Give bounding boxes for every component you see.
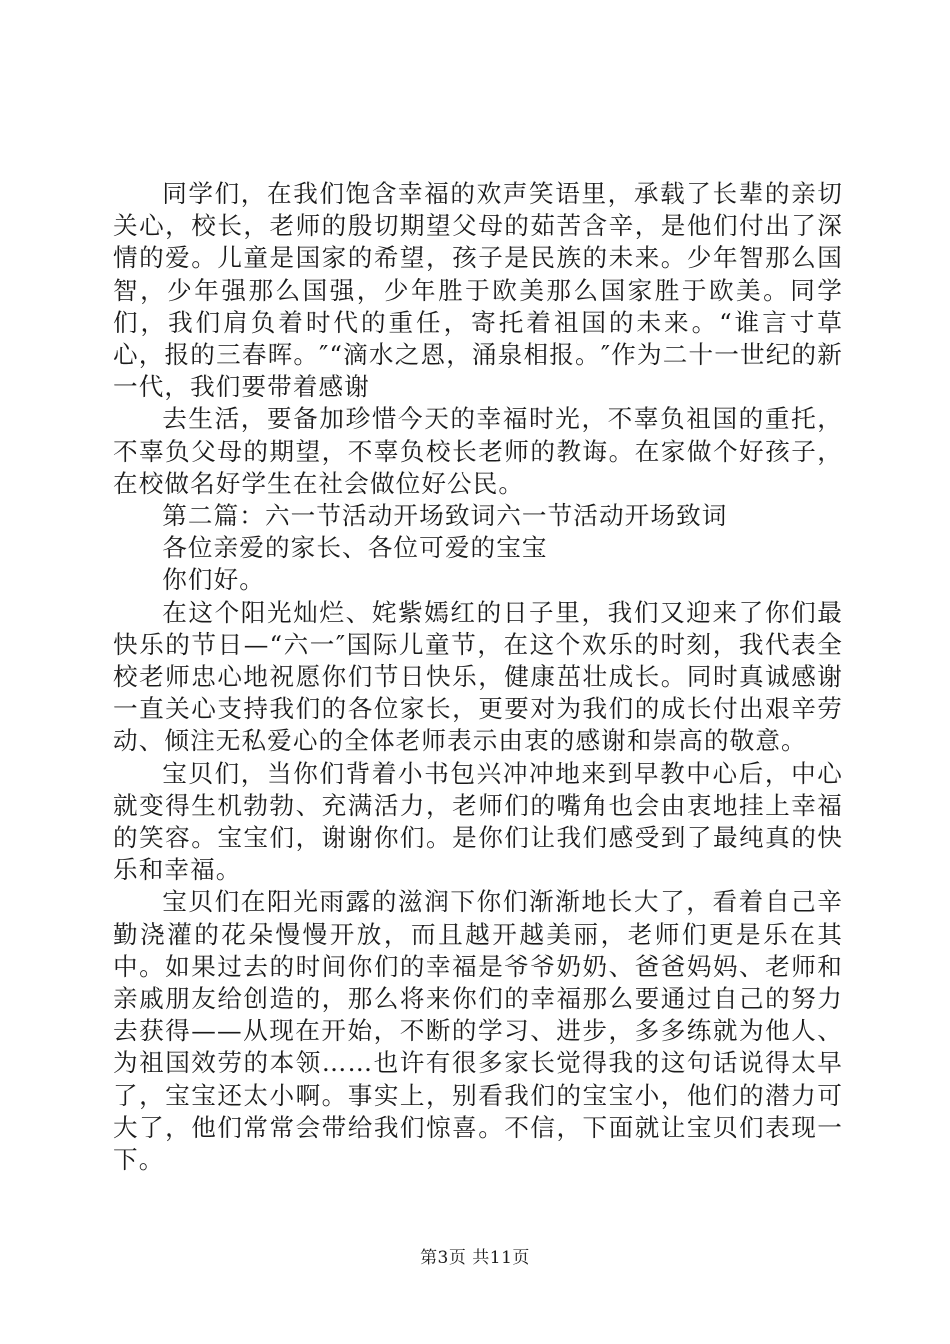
paragraph-1: 同学们，在我们饱含幸福的欢声笑语里，承载了长辈的亲切关心，校长，老师的殷切期望父母的茹苦含辛，是他们付出了深情的爱。儿童是国家的希望，孩子是民族的未来。少年智那么国智，少年强那么国强，少年胜于欧美那么国家胜于欧美。同学们，我们肩负着时代的重任，寄托着祖国的未来。“谁言寸草心，报的三春晖。″“滴水之恩，涌泉相报。″作为二十一世纪的新一代，我们要带着感谢 [113, 179, 843, 402]
paragraph-5: 宝贝们在阳光雨露的滋润下你们渐渐地长大了，看着自己辛勤浇灌的花朵慢慢开放，而且越开越美丽，老师们更是乐在其中。如果过去的时间你们的幸福是爷爷奶奶、爸爸妈妈、老师和亲戚朋友给创造的，那么将来你们的幸福那么要通过自己的努力去获得——从现在开始，不断的学习、进步，多多练就为他人、为祖国效劳的本领……也许有很多家长觉得我的这句话说得太早了，宝宝还太小啊。事实上，别看我们的宝宝小，他们的潜力可大了，他们常常会带给我们惊喜。不信，下面就让宝贝们表现一下。 [113, 887, 843, 1175]
paragraph-2: 去生活，要备加珍惜今天的幸福时光，不辜负祖国的重托，不辜负父母的期望，不辜负校长老师的教诲。在家做个好孩子，在校做名好学生在社会做位好公民。 [113, 404, 843, 498]
section-heading: 第二篇：六一节活动开场致词六一节活动开场致词 [162, 501, 728, 531]
greeting: 你们好。 [162, 565, 265, 595]
paragraph-3: 在这个阳光灿烂、姹紫嫣红的日子里，我们又迎来了你们最快乐的节日—“六一″国际儿童节，在这个欢乐的时刻，我代表全校老师忠心地祝愿你们节日快乐，健康茁壮成长。同时真诚感谢一直关心支持我们的各位家长，更要对为我们的成长付出艰辛劳动、倾注无私爱心的全体老师表示由衷的感谢和崇高的敬意。 [113, 597, 843, 756]
paragraph-4: 宝贝们，当你们背着小书包兴冲冲地来到早教中心后，中心就变得生机勃勃、充满活力，老师们的嘴角也会由衷地挂上幸福的笑容。宝宝们，谢谢你们。是你们让我们感受到了最纯真的快乐和幸福。 [113, 758, 843, 885]
salutation: 各位亲爱的家长、各位可爱的宝宝 [162, 533, 548, 563]
page-number-footer: 第3页 共11页 [420, 1248, 530, 1268]
document-body [113, 178, 843, 1176]
